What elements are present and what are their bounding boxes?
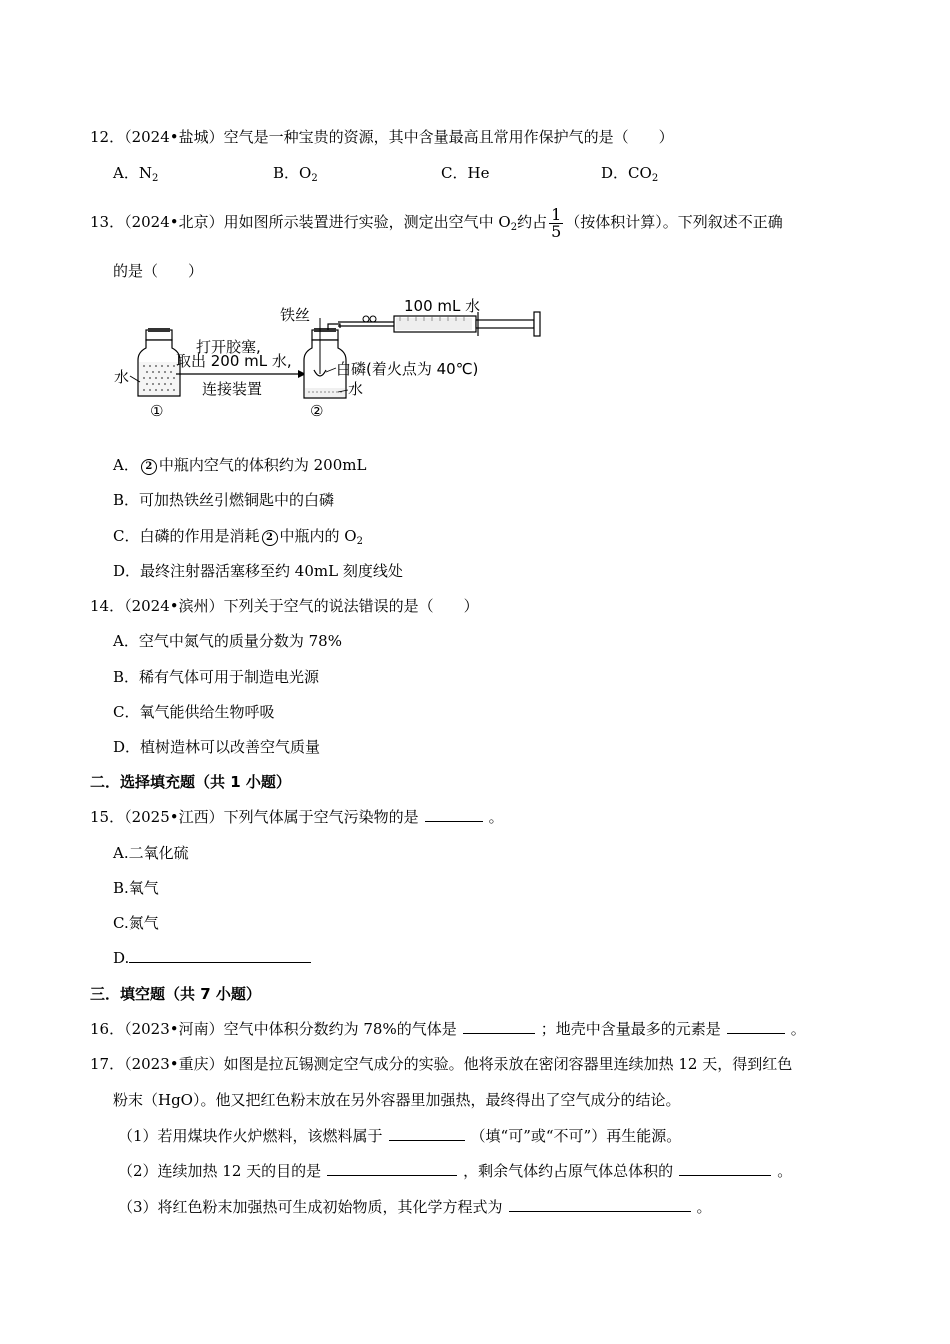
answer-blank[interactable] [129, 948, 311, 963]
question-number: 15． [90, 808, 125, 826]
fraction: $\frac{1}{5}$ [551, 204, 562, 241]
circled-number: 2 [262, 530, 278, 546]
arrow-text-3: 连接装置 [202, 380, 263, 398]
question-13-option-b: B．可加热铁丝引燃铜匙中的白磷 [113, 491, 335, 509]
syringe-label: 100 mL 水 [404, 298, 481, 315]
question-number: 12． [90, 128, 125, 146]
answer-blank[interactable] [509, 1197, 691, 1212]
question-13: 13．（2024•北京）用如图所示装置进行实验，测定出空气中 $O_2$约占 $\frac{1}{5}$ （按体积计算）。下列叙述不正确 [90, 204, 783, 241]
syringe [394, 312, 540, 336]
phosphorus-label: 白磷(着火点为 40℃) [336, 360, 479, 378]
section-heading-2: 二．选择填充题（共 1 小题） [90, 773, 291, 791]
option-b: B．$O_2$ [273, 164, 318, 184]
question-17-line2: 粉末（HgO）。他又把红色粉末放在另外容器里加强热，最终得出了空气成分的结论。 [113, 1091, 681, 1109]
section-heading-3: 三．填空题（共 7 小题） [90, 985, 261, 1003]
bottle-1-label: ① [150, 402, 164, 420]
question-14-option-a: A．空气中氮气的质量分数为 78% [113, 632, 342, 650]
question-17-sub1: （1）若用煤块作火炉燃料，该燃料属于 （填“可”或“不可”）再生能源。 [118, 1127, 682, 1145]
question-stem-part: （按体积计算）。下列叙述不正确 [565, 213, 783, 231]
question-number: 14． [90, 597, 125, 615]
question-stem: （2024•北京）用如图所示装置进行实验，测定出空气中 O [124, 213, 511, 231]
question-16: 16．（2023•河南）空气中体积分数约为 78%的气体是 ；地壳中含量最多的元素是 。 [90, 1020, 806, 1038]
option-a: A．$N_2$ [113, 164, 159, 184]
water-label-left: 水 [114, 368, 130, 386]
answer-blank[interactable] [389, 1126, 465, 1141]
question-stem: （2024•盐城）空气是一种宝贵的资源，其中含量最高且常用作保护气的是（ ） [124, 128, 674, 146]
question-14-option-d: D．植树造林可以改善空气质量 [113, 738, 321, 756]
question-17 [90, 1054, 792, 1074]
answer-blank[interactable] [327, 1161, 457, 1176]
question-stem: （2025•江西）下列气体属于空气污染物的是 [124, 808, 419, 826]
answer-blank[interactable] [425, 807, 483, 822]
arrow-text-2: 取出 200 mL 水, [176, 352, 292, 370]
question-stem: （2024•滨州）下列关于空气的说法错误的是（ ） [124, 597, 479, 615]
question-15: 15．（2025•江西）下列气体属于空气污染物的是 。 [90, 808, 504, 826]
option-d: D．$CO_2$ [601, 164, 659, 184]
question-14-option-c: C．氧气能供给生物呼吸 [113, 703, 275, 721]
question-stem: （2023•重庆）如图是拉瓦锡测定空气成分的实验。他将汞放在密闭容器里连续加热 12 天，得到红色 [124, 1055, 793, 1073]
question-14-option-b: B．稀有气体可用于制造电光源 [113, 668, 320, 686]
bottle-1 [130, 328, 180, 396]
experiment-diagram [108, 298, 553, 423]
question-14 [90, 596, 479, 616]
question-17-sub2: （2）连续加热 12 天的目的是 ，剩余气体约占原气体总体积的 。 [118, 1162, 793, 1180]
answer-blank[interactable] [727, 1019, 785, 1034]
question-number: 16． [90, 1020, 125, 1038]
iron-wire-label: 铁丝 [280, 306, 311, 324]
question-13-option-d: D．最终注射器活塞移至约 40mL 刻度线处 [113, 562, 403, 580]
circled-number: 2 [141, 459, 157, 475]
question-13-option-a: A． 2 中瓶内空气的体积约为 200mL [113, 456, 367, 474]
option-c: C．He [441, 164, 490, 182]
arrow-text-1: 打开胶塞, [196, 338, 261, 356]
question-15-option-d: D. [113, 948, 311, 968]
question-15-option-b: B.氧气 [113, 879, 159, 897]
question-15-option-a: A.二氧化硫 [113, 844, 189, 862]
water-label-right: 水 [348, 380, 364, 398]
question-number: 17． [90, 1055, 125, 1073]
question-15-option-c: C.氮气 [113, 914, 159, 932]
question-stem: （2023•河南）空气中体积分数约为 78%的气体是 [124, 1020, 457, 1038]
bottle-2-label: ② [310, 402, 324, 420]
question-13-line2: 的是（ ） [113, 262, 204, 280]
question-stem-part: 约占 [517, 213, 548, 231]
question-number: 13． [90, 213, 125, 231]
answer-blank[interactable] [463, 1019, 535, 1034]
question-12 [90, 127, 674, 147]
question-17-sub3: （3）将红色粉末加强热可生成初始物质，其化学方程式为 。 [118, 1198, 712, 1216]
question-13-option-c: C．白磷的作用是消耗 2 中瓶内的 $O_2$ [113, 527, 363, 547]
answer-blank[interactable] [679, 1161, 771, 1176]
